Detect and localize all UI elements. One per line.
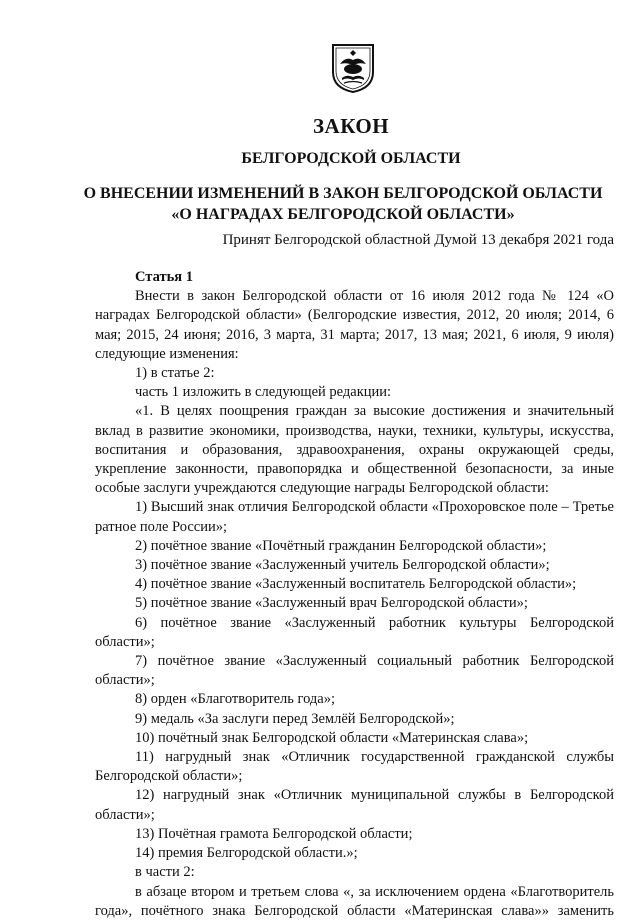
list-item: 5) почётное звание «Заслуженный врач Белгородской области»; xyxy=(135,595,528,612)
document-body xyxy=(95,268,614,921)
list-item: 12) нагрудный знак «Отличник муниципальной службы в Белгородской области»; xyxy=(95,787,614,823)
paragraph: 1) в статье 2: xyxy=(135,365,215,382)
document-title: ЗАКОН xyxy=(312,114,390,138)
document-subject xyxy=(0,183,640,225)
adoption-note: Принят Белгородской областной Думой 13 декабря 2021 года xyxy=(222,232,614,248)
list-item: 6) почётное звание «Заслуженный работник культуры Белгородской области»; xyxy=(95,614,614,650)
list-item: 11) нагрудный знак «Отличник государственной гражданской службы Белгородской области»; xyxy=(95,749,614,785)
paragraph: в абзаце втором и третьем слова «, за исключением ордена «Благотворитель года», почётного знака Белгородской области «Материнская слава»» заменить xyxy=(95,883,614,919)
subject-line-1: О ВНЕСЕНИИ ИЗМЕНЕНИЙ В ЗАКОН БЕЛГОРОДСКОЙ ОБЛАСТИ xyxy=(83,185,603,202)
list-item: 9) медаль «За заслуги перед Землёй Белгородской»; xyxy=(135,710,455,727)
paragraph: часть 1 изложить в следующей редакции: xyxy=(135,384,392,401)
paragraph: в части 2: xyxy=(135,864,195,881)
paragraph: «1. В целях поощрения граждан за высокие достижения и значительный вклад в развитие экономики, производства, науки, техники, культуры, искусства, воспитания и образования, здравоохранения, охраны окружающей среды, укрепление законности, правопорядка и общественной безопасности, за иные особые заслуги учреждаются следующие награды Белгородской области: xyxy=(95,403,614,497)
subject-line-2: «О НАГРАДАХ БЕЛГОРОДСКОЙ ОБЛАСТИ» xyxy=(171,206,515,223)
document-region: БЕЛГОРОДСКОЙ ОБЛАСТИ xyxy=(241,150,461,167)
article-heading: Статья 1 xyxy=(135,269,193,285)
list-item: 1) Высший знак отличия Белгородской области «Прохоровское поле – Третье ратное поле России»; xyxy=(95,499,614,535)
list-item: 10) почётный знак Белгородской области «Материнская слава»; xyxy=(135,729,529,746)
list-item: 3) почётное звание «Заслуженный учитель Белгородской области»; xyxy=(135,557,550,574)
list-item: 13) Почётная грамота Белгородской области; xyxy=(135,825,413,842)
list-item: 8) орден «Благотворитель года»; xyxy=(135,691,336,708)
list-item: 2) почётное звание «Почётный гражданин Белгородской области»; xyxy=(135,537,547,554)
coat-of-arms-icon xyxy=(330,42,376,94)
list-item: 14) премия Белгородской области.»; xyxy=(135,845,358,862)
list-item: 4) почётное звание «Заслуженный воспитатель Белгородской области»; xyxy=(135,576,577,593)
list-item: 7) почётное звание «Заслуженный социальный работник Белгородской области»; xyxy=(95,653,614,689)
paragraph: Внести в закон Белгородской области от 16 июля 2012 года № 124 «О наградах Белгородской области» (Белгородские известия, 2012, 20 июля; 2014, 6 мая; 2015, 24 июня; 2016, 3 марта, 31 марта; 2017, 13 мая; 2021, 6 июля, 9 июля) следующие изменения: xyxy=(95,288,614,362)
